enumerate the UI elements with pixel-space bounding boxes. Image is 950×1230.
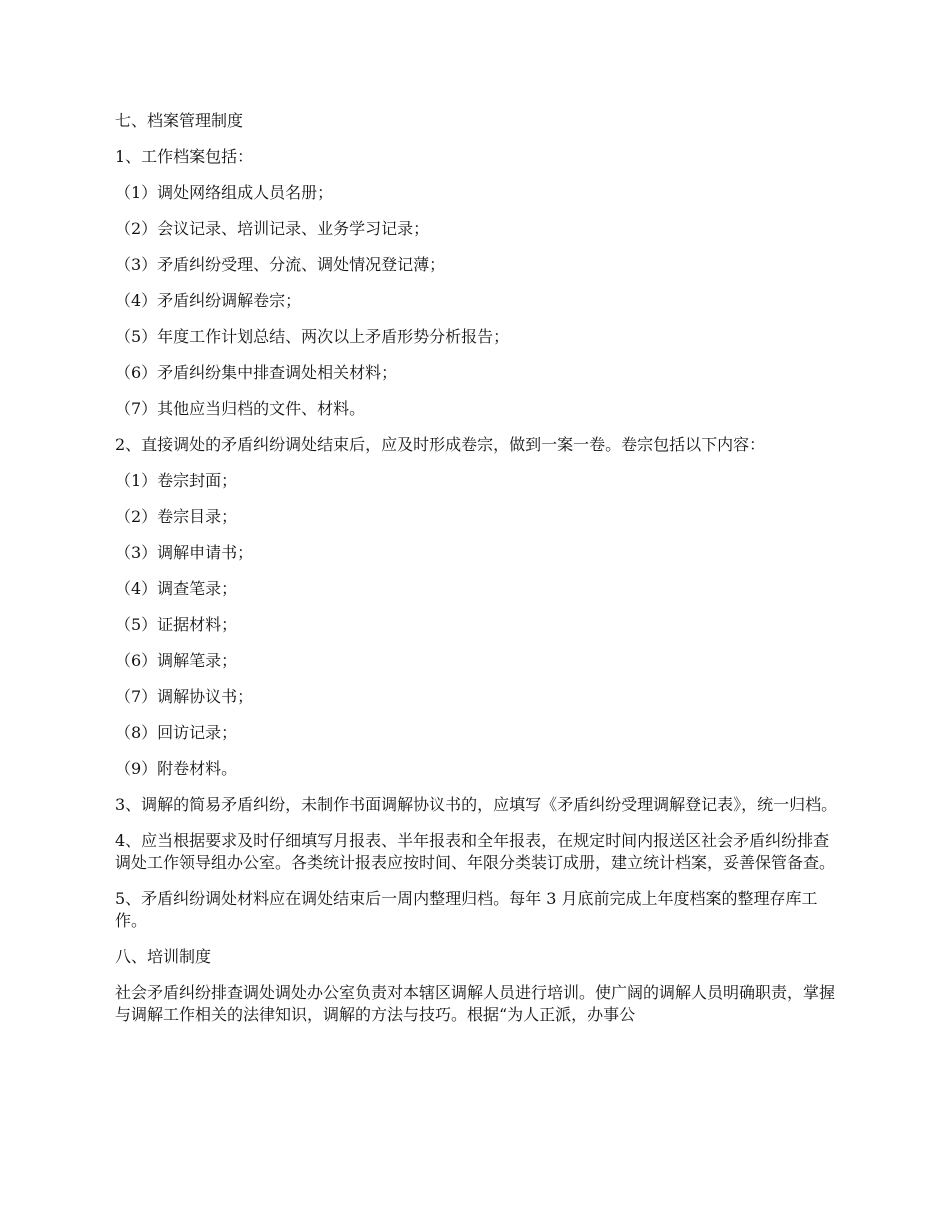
list-item: （2）卷宗目录； [115, 507, 238, 526]
list-item: （5）证据材料； [115, 615, 238, 634]
list-item: （1）调处网络组成人员名册； [115, 183, 334, 202]
list-item: （1）卷宗封面； [115, 471, 238, 490]
list-item: （6）调解笔录； [115, 651, 238, 670]
paragraph-case-files: 2、直接调处的矛盾纠纷调处结束后，应及时形成卷宗，做到一案一卷。卷宗包括以下内容： [115, 435, 766, 454]
section-heading-training: 八、培训制度 [115, 947, 212, 966]
paragraph-training: 社会矛盾纠纷排查调处调处办公室负责对本辖区调解人员进行培训。使广阔的调解人员明确职责，掌握与调解工作相关的法律知识，调解的方法与技巧。根据“为人正派，办事公 [115, 983, 836, 1024]
paragraph-work-archives: 1、工作档案包括： [115, 147, 254, 166]
list-item: （8）回访记录； [115, 723, 238, 742]
section-heading-archive: 七、档案管理制度 [115, 111, 244, 130]
paragraph-filing-deadline: 5、矛盾纠纷调处材料应在调处结束后一周内整理归档。每年 3 月底前完成上年度档案的整理存库工作。 [115, 889, 818, 930]
list-item: （5）年度工作计划总结、两次以上矛盾形势分析报告； [115, 327, 510, 346]
paragraph-reports: 4、应当根据要求及时仔细填写月报表、半年报表和全年报表，在规定时间内报送区社会矛盾纠纷排查调处工作领导组办公室。各类统计报表应按时间、年限分类装订成册，建立统计档案，妥善保管备查。 [115, 831, 836, 872]
document-page [115, 110, 843, 1026]
list-item: （2）会议记录、培训记录、业务学习记录； [115, 219, 430, 238]
list-item: （4）矛盾纠纷调解卷宗； [115, 291, 302, 310]
list-item: （3）调解申请书； [115, 543, 254, 562]
list-item: （7）其他应当归档的文件、材料。 [115, 399, 366, 418]
list-item: （4）调查笔录； [115, 579, 238, 598]
list-item: （3）矛盾纠纷受理、分流、调处情况登记薄； [115, 255, 446, 274]
paragraph-simple-disputes: 3、调解的简易矛盾纠纷，未制作书面调解协议书的，应填写《矛盾纠纷受理调解登记表》，统一归档。 [115, 795, 838, 814]
list-item: （7）调解协议书； [115, 687, 254, 706]
list-item: （9）附卷材料。 [115, 759, 238, 778]
list-item: （6）矛盾纠纷集中排查调处相关材料； [115, 363, 398, 382]
